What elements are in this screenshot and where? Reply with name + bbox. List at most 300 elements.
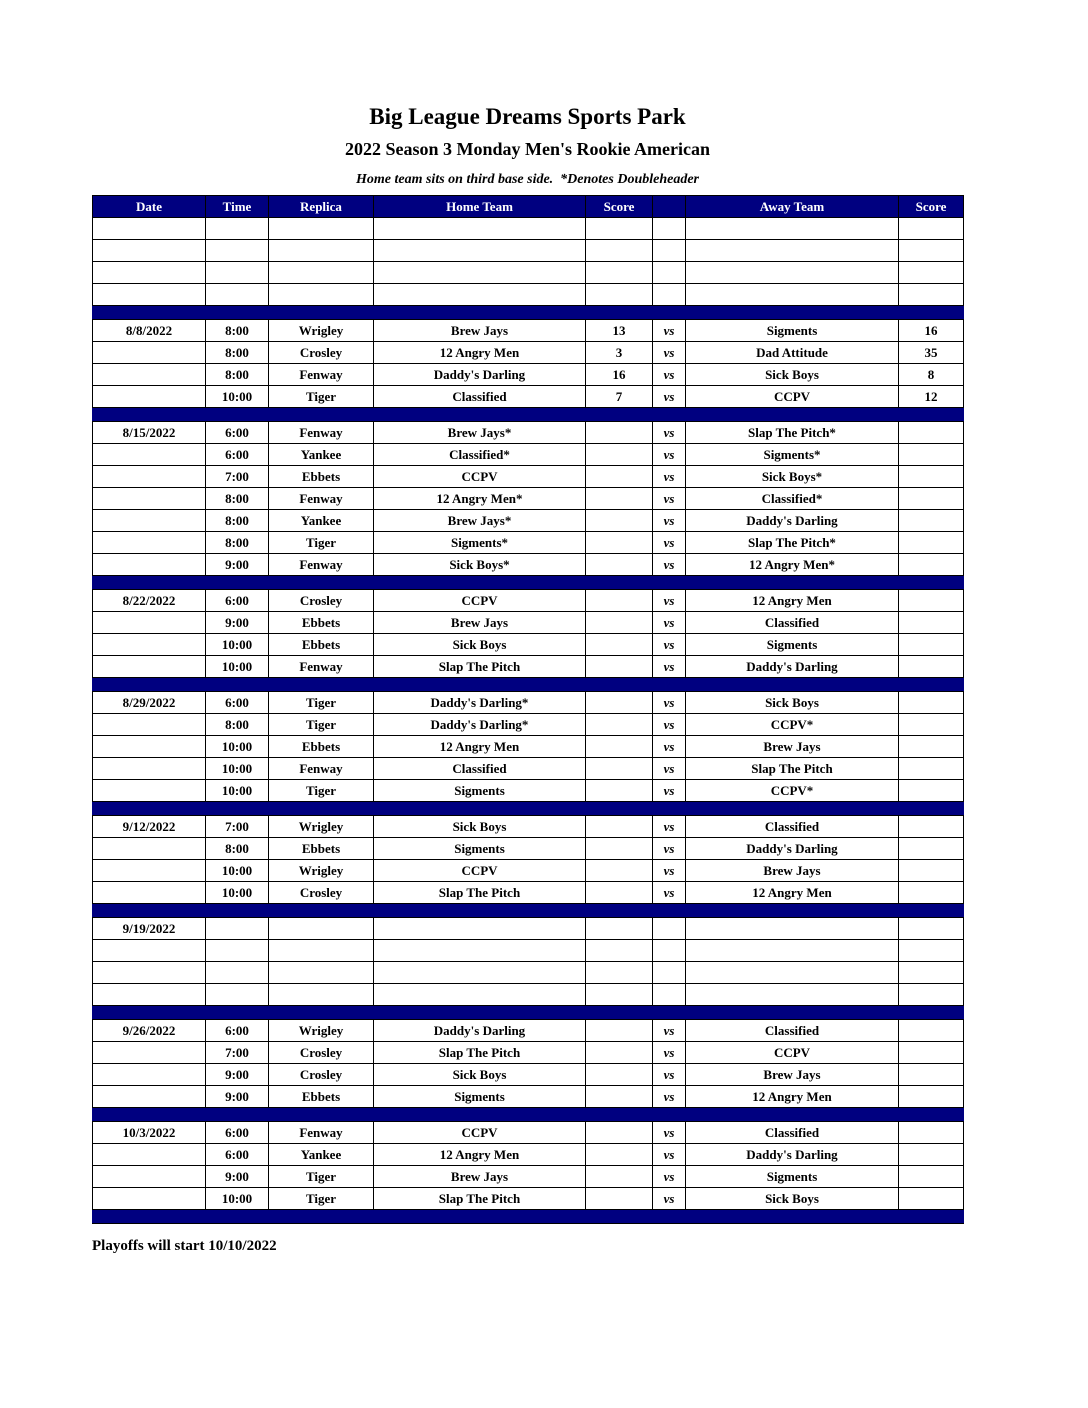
cell-home-team: CCPV — [374, 860, 586, 882]
cell-replica: Fenway — [269, 488, 374, 510]
cell-replica: Wrigley — [269, 816, 374, 838]
cell-home-team: Classified — [374, 386, 586, 408]
cell-home-score — [586, 1042, 653, 1064]
cell-home-team: Sigments — [374, 780, 586, 802]
cell-vs — [653, 940, 686, 962]
cell-away-score — [899, 612, 964, 634]
cell-date — [93, 758, 206, 780]
separator-bar — [93, 1006, 964, 1020]
cell-home-team: CCPV — [374, 466, 586, 488]
cell-away-score — [899, 692, 964, 714]
cell-home-team — [374, 262, 586, 284]
cell-home-score — [586, 488, 653, 510]
cell-away-score — [899, 780, 964, 802]
cell-time: 8:00 — [206, 714, 269, 736]
cell-time — [206, 240, 269, 262]
cell-replica: Wrigley — [269, 320, 374, 342]
cell-home-team: Daddy's Darling — [374, 364, 586, 386]
cell-home-score — [586, 882, 653, 904]
cell-time — [206, 918, 269, 940]
cell-time: 8:00 — [206, 364, 269, 386]
cell-date — [93, 1064, 206, 1086]
game-row — [93, 918, 964, 940]
cell-away-team: Daddy's Darling — [686, 838, 899, 860]
cell-replica: Tiger — [269, 692, 374, 714]
cell-vs: vs — [653, 466, 686, 488]
empty-row — [93, 240, 964, 262]
cell-away-score — [899, 940, 964, 962]
cell-vs: vs — [653, 1020, 686, 1042]
cell-home-score — [586, 1064, 653, 1086]
game-row — [93, 612, 964, 634]
cell-home-team: Slap The Pitch — [374, 1042, 586, 1064]
cell-date — [93, 554, 206, 576]
cell-vs: vs — [653, 1188, 686, 1210]
game-row — [93, 758, 964, 780]
cell-time: 8:00 — [206, 838, 269, 860]
cell-vs: vs — [653, 422, 686, 444]
cell-away-score — [899, 488, 964, 510]
cell-home-score — [586, 634, 653, 656]
cell-time: 6:00 — [206, 422, 269, 444]
cell-away-team: 12 Angry Men — [686, 882, 899, 904]
cell-home-score — [586, 554, 653, 576]
cell-away-team: Sick Boys — [686, 1188, 899, 1210]
cell-home-team: 12 Angry Men — [374, 1144, 586, 1166]
cell-home-score: 16 — [586, 364, 653, 386]
separator-bar — [93, 576, 964, 590]
cell-vs — [653, 962, 686, 984]
cell-home-team: CCPV — [374, 590, 586, 612]
empty-row — [93, 940, 964, 962]
cell-home-score — [586, 1020, 653, 1042]
cell-replica — [269, 262, 374, 284]
game-row — [93, 816, 964, 838]
document-content — [92, 103, 963, 1255]
cell-replica — [269, 284, 374, 306]
cell-replica: Wrigley — [269, 1020, 374, 1042]
cell-away-team — [686, 918, 899, 940]
cell-home-team: 12 Angry Men — [374, 736, 586, 758]
cell-away-team: Daddy's Darling — [686, 656, 899, 678]
cell-away-team: Sigments* — [686, 444, 899, 466]
cell-vs: vs — [653, 1144, 686, 1166]
cell-vs — [653, 240, 686, 262]
cell-vs: vs — [653, 736, 686, 758]
game-row — [93, 320, 964, 342]
cell-home-score — [586, 816, 653, 838]
cell-home-score — [586, 1086, 653, 1108]
cell-time — [206, 218, 269, 240]
cell-home-team: 12 Angry Men* — [374, 488, 586, 510]
cell-away-team: Classified* — [686, 488, 899, 510]
cell-replica — [269, 240, 374, 262]
cell-home-team: Classified* — [374, 444, 586, 466]
table-header-row — [93, 196, 964, 218]
cell-away-score — [899, 838, 964, 860]
game-row — [93, 364, 964, 386]
game-row — [93, 510, 964, 532]
cell-away-score — [899, 262, 964, 284]
cell-away-team: CCPV — [686, 386, 899, 408]
cell-time: 10:00 — [206, 386, 269, 408]
game-row — [93, 860, 964, 882]
separator-row — [93, 1108, 964, 1122]
cell-date — [93, 532, 206, 554]
cell-home-score: 13 — [586, 320, 653, 342]
cell-replica — [269, 918, 374, 940]
separator-bar — [93, 1108, 964, 1122]
cell-replica: Fenway — [269, 1122, 374, 1144]
cell-date — [93, 656, 206, 678]
cell-home-score — [586, 532, 653, 554]
cell-away-team: Sick Boys — [686, 692, 899, 714]
cell-vs: vs — [653, 510, 686, 532]
separator-bar — [93, 306, 964, 320]
cell-home-team: Sick Boys* — [374, 554, 586, 576]
cell-away-team: 12 Angry Men — [686, 590, 899, 612]
cell-home-team — [374, 940, 586, 962]
cell-time: 6:00 — [206, 1020, 269, 1042]
cell-away-team: Sigments — [686, 634, 899, 656]
game-row — [93, 838, 964, 860]
cell-home-team — [374, 984, 586, 1006]
cell-date — [93, 342, 206, 364]
cell-vs: vs — [653, 386, 686, 408]
cell-vs: vs — [653, 590, 686, 612]
cell-away-score — [899, 1086, 964, 1108]
page-note: Home team sits on third base side. *Denotes Doubleheader — [356, 172, 699, 187]
cell-date — [93, 984, 206, 1006]
cell-time: 9:00 — [206, 554, 269, 576]
cell-time: 10:00 — [206, 882, 269, 904]
cell-away-team: Classified — [686, 816, 899, 838]
game-row — [93, 634, 964, 656]
cell-home-score — [586, 1166, 653, 1188]
cell-home-score — [586, 262, 653, 284]
cell-away-team: Slap The Pitch — [686, 758, 899, 780]
cell-home-score — [586, 838, 653, 860]
cell-vs — [653, 918, 686, 940]
column-header-home-team-3: Home Team — [374, 196, 586, 218]
cell-vs: vs — [653, 692, 686, 714]
cell-home-team: Classified — [374, 758, 586, 780]
cell-vs: vs — [653, 714, 686, 736]
cell-away-score — [899, 816, 964, 838]
game-row — [93, 692, 964, 714]
cell-home-score — [586, 510, 653, 532]
cell-time: 8:00 — [206, 320, 269, 342]
cell-replica: Yankee — [269, 1144, 374, 1166]
cell-time: 8:00 — [206, 510, 269, 532]
cell-home-score — [586, 422, 653, 444]
cell-replica: Crosley — [269, 1042, 374, 1064]
column-header-date-0: Date — [93, 196, 206, 218]
cell-date: 8/22/2022 — [93, 590, 206, 612]
game-row — [93, 554, 964, 576]
cell-home-team: Brew Jays — [374, 612, 586, 634]
cell-away-score — [899, 1166, 964, 1188]
game-row — [93, 466, 964, 488]
cell-time: 7:00 — [206, 1042, 269, 1064]
page-subtitle: 2022 Season 3 Monday Men's Rookie American — [344, 139, 710, 159]
cell-vs — [653, 984, 686, 1006]
game-row — [93, 714, 964, 736]
cell-date — [93, 488, 206, 510]
separator-row — [93, 576, 964, 590]
cell-home-team: Sick Boys — [374, 1064, 586, 1086]
cell-replica: Tiger — [269, 1166, 374, 1188]
cell-date — [93, 364, 206, 386]
game-row — [93, 422, 964, 444]
cell-vs: vs — [653, 838, 686, 860]
cell-time — [206, 940, 269, 962]
cell-home-team — [374, 240, 586, 262]
cell-date: 9/19/2022 — [93, 918, 206, 940]
cell-away-score — [899, 284, 964, 306]
column-header-time-1: Time — [206, 196, 269, 218]
footer-note: Playoffs will start 10/10/2022 — [92, 1238, 277, 1254]
separator-bar — [93, 678, 964, 692]
column-header-away-team-6: Away Team — [686, 196, 899, 218]
cell-date — [93, 1188, 206, 1210]
cell-time: 10:00 — [206, 656, 269, 678]
cell-away-score — [899, 984, 964, 1006]
column-header-replica-2: Replica — [269, 196, 374, 218]
game-row — [93, 882, 964, 904]
cell-vs: vs — [653, 634, 686, 656]
cell-home-score — [586, 984, 653, 1006]
cell-replica: Yankee — [269, 510, 374, 532]
cell-away-score — [899, 466, 964, 488]
cell-home-team: Sigments — [374, 1086, 586, 1108]
cell-away-team: Dad Attitude — [686, 342, 899, 364]
cell-date — [93, 240, 206, 262]
cell-date: 9/12/2022 — [93, 816, 206, 838]
game-row — [93, 736, 964, 758]
cell-away-score: 16 — [899, 320, 964, 342]
cell-home-team — [374, 962, 586, 984]
cell-away-team: CCPV* — [686, 714, 899, 736]
cell-home-team: Slap The Pitch — [374, 656, 586, 678]
cell-vs: vs — [653, 1122, 686, 1144]
cell-date — [93, 1166, 206, 1188]
cell-home-score — [586, 240, 653, 262]
cell-home-score — [586, 860, 653, 882]
separator-row — [93, 678, 964, 692]
separator-row — [93, 306, 964, 320]
game-row — [93, 532, 964, 554]
cell-time: 10:00 — [206, 860, 269, 882]
cell-away-team: Brew Jays — [686, 860, 899, 882]
cell-vs — [653, 284, 686, 306]
cell-home-team: Slap The Pitch — [374, 882, 586, 904]
separator-row — [93, 1006, 964, 1020]
cell-replica: Ebbets — [269, 466, 374, 488]
cell-home-score: 3 — [586, 342, 653, 364]
cell-replica — [269, 962, 374, 984]
cell-home-score — [586, 284, 653, 306]
cell-home-team: Brew Jays — [374, 1166, 586, 1188]
cell-away-team: Sick Boys — [686, 364, 899, 386]
cell-vs: vs — [653, 342, 686, 364]
cell-home-team: Slap The Pitch — [374, 1188, 586, 1210]
cell-away-score — [899, 554, 964, 576]
cell-home-team: Sick Boys — [374, 816, 586, 838]
cell-away-score — [899, 218, 964, 240]
cell-home-score — [586, 1122, 653, 1144]
cell-date — [93, 962, 206, 984]
cell-date — [93, 882, 206, 904]
cell-home-score — [586, 940, 653, 962]
cell-replica: Crosley — [269, 1064, 374, 1086]
cell-away-score — [899, 736, 964, 758]
cell-away-score — [899, 714, 964, 736]
cell-replica: Fenway — [269, 364, 374, 386]
cell-replica: Ebbets — [269, 634, 374, 656]
cell-away-score — [899, 1042, 964, 1064]
cell-home-team: Sick Boys — [374, 634, 586, 656]
cell-home-score — [586, 466, 653, 488]
cell-replica — [269, 940, 374, 962]
cell-home-team — [374, 284, 586, 306]
separator-bar — [93, 1210, 964, 1224]
cell-vs: vs — [653, 758, 686, 780]
cell-time: 9:00 — [206, 1064, 269, 1086]
cell-date — [93, 1086, 206, 1108]
cell-date — [93, 780, 206, 802]
cell-date — [93, 1042, 206, 1064]
cell-home-score — [586, 218, 653, 240]
empty-row — [93, 284, 964, 306]
cell-away-score — [899, 1122, 964, 1144]
cell-away-score — [899, 510, 964, 532]
cell-away-score: 8 — [899, 364, 964, 386]
cell-home-score — [586, 962, 653, 984]
cell-replica: Ebbets — [269, 612, 374, 634]
cell-away-score — [899, 962, 964, 984]
cell-away-score — [899, 882, 964, 904]
cell-away-team: Brew Jays — [686, 1064, 899, 1086]
cell-replica: Tiger — [269, 1188, 374, 1210]
cell-home-score — [586, 656, 653, 678]
cell-time: 6:00 — [206, 444, 269, 466]
cell-away-team: Daddy's Darling — [686, 510, 899, 532]
cell-home-score: 7 — [586, 386, 653, 408]
game-row — [93, 1166, 964, 1188]
cell-replica: Crosley — [269, 882, 374, 904]
cell-replica: Yankee — [269, 444, 374, 466]
cell-replica: Ebbets — [269, 1086, 374, 1108]
cell-away-score — [899, 1020, 964, 1042]
cell-date — [93, 634, 206, 656]
cell-date — [93, 736, 206, 758]
cell-time — [206, 962, 269, 984]
cell-replica: Fenway — [269, 758, 374, 780]
cell-home-score — [586, 1188, 653, 1210]
cell-time: 6:00 — [206, 692, 269, 714]
cell-replica: Tiger — [269, 532, 374, 554]
game-row — [93, 780, 964, 802]
cell-date — [93, 218, 206, 240]
cell-away-score — [899, 1188, 964, 1210]
cell-date — [93, 284, 206, 306]
cell-away-score — [899, 422, 964, 444]
schedule-table — [92, 195, 964, 1224]
game-row — [93, 342, 964, 364]
schedule-table-body — [93, 196, 964, 1224]
cell-date: 8/15/2022 — [93, 422, 206, 444]
cell-away-team — [686, 262, 899, 284]
page-title: Big League Dreams Sports Park — [369, 104, 686, 129]
cell-away-score — [899, 532, 964, 554]
cell-replica: Wrigley — [269, 860, 374, 882]
game-row — [93, 1188, 964, 1210]
cell-date — [93, 612, 206, 634]
game-row — [93, 386, 964, 408]
cell-time: 9:00 — [206, 1086, 269, 1108]
cell-time: 10:00 — [206, 736, 269, 758]
cell-away-team: Brew Jays — [686, 736, 899, 758]
cell-replica: Ebbets — [269, 736, 374, 758]
cell-away-team: Classified — [686, 612, 899, 634]
cell-home-score — [586, 714, 653, 736]
cell-vs: vs — [653, 1086, 686, 1108]
cell-vs: vs — [653, 656, 686, 678]
cell-away-team: 12 Angry Men* — [686, 554, 899, 576]
empty-row — [93, 218, 964, 240]
cell-home-team: Daddy's Darling* — [374, 692, 586, 714]
separator-row — [93, 802, 964, 816]
separator-row — [93, 904, 964, 918]
cell-time: 9:00 — [206, 1166, 269, 1188]
cell-replica: Crosley — [269, 342, 374, 364]
column-header-vs-5 — [653, 196, 686, 218]
cell-date — [93, 386, 206, 408]
cell-replica: Ebbets — [269, 838, 374, 860]
cell-time: 6:00 — [206, 1122, 269, 1144]
cell-vs: vs — [653, 554, 686, 576]
cell-away-team — [686, 962, 899, 984]
cell-home-team — [374, 918, 586, 940]
cell-vs: vs — [653, 860, 686, 882]
cell-away-score — [899, 656, 964, 678]
cell-date — [93, 860, 206, 882]
game-row — [93, 656, 964, 678]
cell-vs — [653, 262, 686, 284]
cell-replica: Fenway — [269, 554, 374, 576]
cell-away-team: Slap The Pitch* — [686, 532, 899, 554]
cell-away-team — [686, 284, 899, 306]
cell-away-score: 12 — [899, 386, 964, 408]
cell-home-team: Brew Jays* — [374, 422, 586, 444]
game-row — [93, 1122, 964, 1144]
cell-vs: vs — [653, 444, 686, 466]
cell-date — [93, 714, 206, 736]
cell-home-score — [586, 692, 653, 714]
cell-home-score — [586, 918, 653, 940]
cell-vs: vs — [653, 320, 686, 342]
cell-away-team — [686, 218, 899, 240]
cell-vs: vs — [653, 882, 686, 904]
cell-vs: vs — [653, 816, 686, 838]
cell-time: 9:00 — [206, 612, 269, 634]
separator-bar — [93, 904, 964, 918]
cell-away-score — [899, 590, 964, 612]
separator-row — [93, 1210, 964, 1224]
cell-away-score — [899, 634, 964, 656]
cell-time: 7:00 — [206, 466, 269, 488]
